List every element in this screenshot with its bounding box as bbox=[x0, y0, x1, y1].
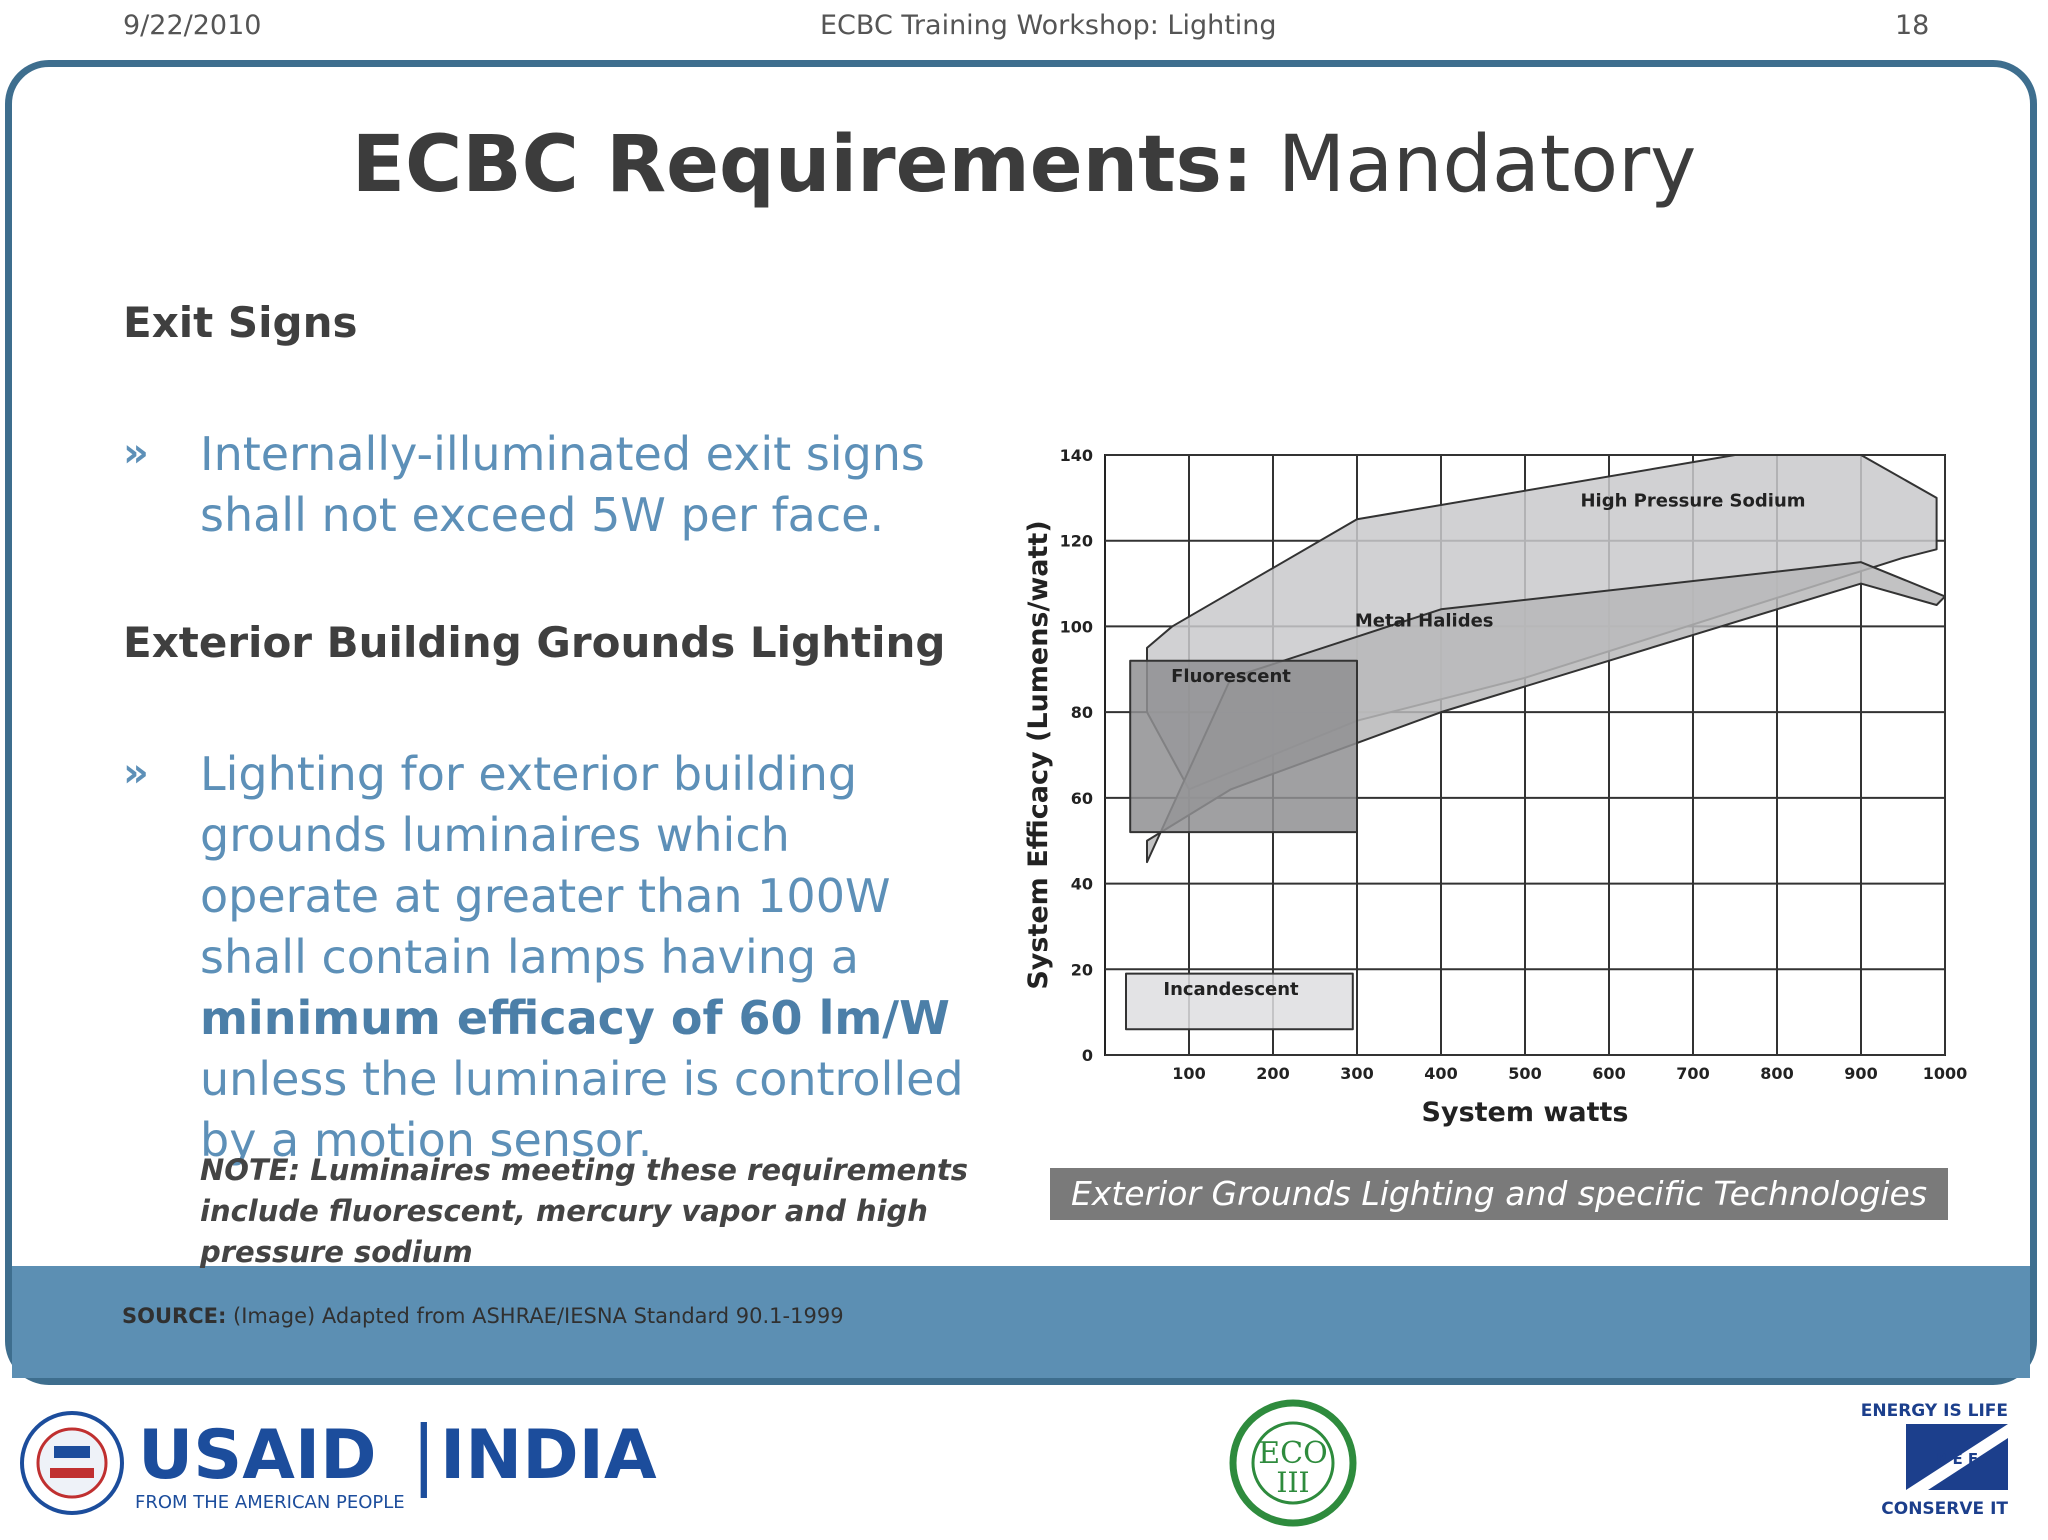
svg-text:CONSERVE IT: CONSERVE IT bbox=[1881, 1499, 2008, 1519]
x-tick-label: 100 bbox=[1172, 1064, 1206, 1083]
usaid-india-logo bbox=[20, 1408, 680, 1518]
svg-text:ECO: ECO bbox=[1258, 1436, 1328, 1471]
series-label: Fluorescent bbox=[1171, 666, 1291, 688]
y-tick-label: 40 bbox=[1070, 874, 1093, 894]
y-axis-title: System Efficacy (Lumens/watt) bbox=[1023, 520, 1054, 990]
efficacy-chart bbox=[1010, 430, 1970, 1150]
bullet-marker: » bbox=[123, 750, 149, 796]
x-tick-label: 500 bbox=[1508, 1064, 1542, 1083]
y-tick-label: 140 bbox=[1059, 446, 1093, 465]
bullet-marker: » bbox=[123, 430, 149, 476]
y-tick-label: 60 bbox=[1070, 788, 1093, 808]
x-tick-label: 900 bbox=[1844, 1064, 1878, 1083]
svg-text:FROM THE AMERICAN PEOPLE: FROM THE AMERICAN PEOPLE bbox=[135, 1492, 405, 1513]
bullet-exterior-lighting: Lighting for exterior building grounds luminaires which operate at greater than 100W shall contain lamps having a minimum efficacy of 60 lm/W unless the luminaire is controlled by a motion sensor. bbox=[200, 747, 964, 1167]
header-page-number: 18 bbox=[1895, 10, 1930, 41]
heading-exit-signs: Exit Signs bbox=[123, 298, 358, 347]
x-tick-label: 300 bbox=[1340, 1064, 1374, 1083]
note-text: NOTE: Luminaires meeting these requirements include fluorescent, mercury vapor and high pressure sodium bbox=[200, 1153, 968, 1269]
svg-text:USAID: USAID bbox=[138, 1416, 377, 1495]
chart-caption: Exterior Grounds Lighting and specific Technologies bbox=[1050, 1168, 1948, 1220]
svg-text:B E E: B E E bbox=[1935, 1450, 1979, 1468]
source-line: SOURCE: (Image) Adapted from ASHRAE/IESNA Standard 90.1-1999 bbox=[122, 1304, 844, 1328]
series-label: Incandescent bbox=[1163, 979, 1299, 1000]
header-date: 9/22/2010 bbox=[123, 10, 262, 41]
heading-exterior-lighting: Exterior Building Grounds Lighting bbox=[123, 618, 946, 667]
svg-text:III: III bbox=[1276, 1466, 1310, 1499]
svg-text:INDIA: INDIA bbox=[440, 1416, 657, 1495]
footer-band bbox=[12, 1266, 2030, 1378]
y-tick-label: 20 bbox=[1070, 960, 1093, 980]
eco-iii-logo bbox=[1228, 1398, 1358, 1528]
x-tick-label: 1000 bbox=[1922, 1064, 1968, 1083]
bee-logo bbox=[1860, 1398, 2023, 1523]
bullet-exit-signs: Internally-illuminated exit signs shall not exceed 5W per face. bbox=[200, 427, 925, 542]
x-tick-label: 600 bbox=[1592, 1064, 1626, 1083]
y-tick-label: 80 bbox=[1070, 703, 1093, 723]
x-tick-label: 200 bbox=[1256, 1064, 1290, 1083]
x-axis-title: System watts bbox=[1421, 1097, 1629, 1128]
y-tick-label: 0 bbox=[1081, 1046, 1093, 1065]
series-label: High Pressure Sodium bbox=[1580, 490, 1806, 512]
x-tick-label: 400 bbox=[1424, 1064, 1458, 1083]
x-tick-label: 800 bbox=[1760, 1064, 1794, 1083]
y-tick-label: 120 bbox=[1059, 531, 1093, 551]
series-label: Metal Halides bbox=[1354, 610, 1494, 632]
slide-title: ECBC Requirements: Mandatory bbox=[351, 120, 1697, 210]
y-tick-label: 100 bbox=[1059, 617, 1093, 637]
svg-text:|: | bbox=[411, 1409, 437, 1498]
x-tick-label: 700 bbox=[1676, 1064, 1710, 1083]
header-center: ECBC Training Workshop: Lighting bbox=[820, 10, 1277, 41]
svg-text:ENERGY IS LIFE: ENERGY IS LIFE bbox=[1860, 1401, 2008, 1421]
